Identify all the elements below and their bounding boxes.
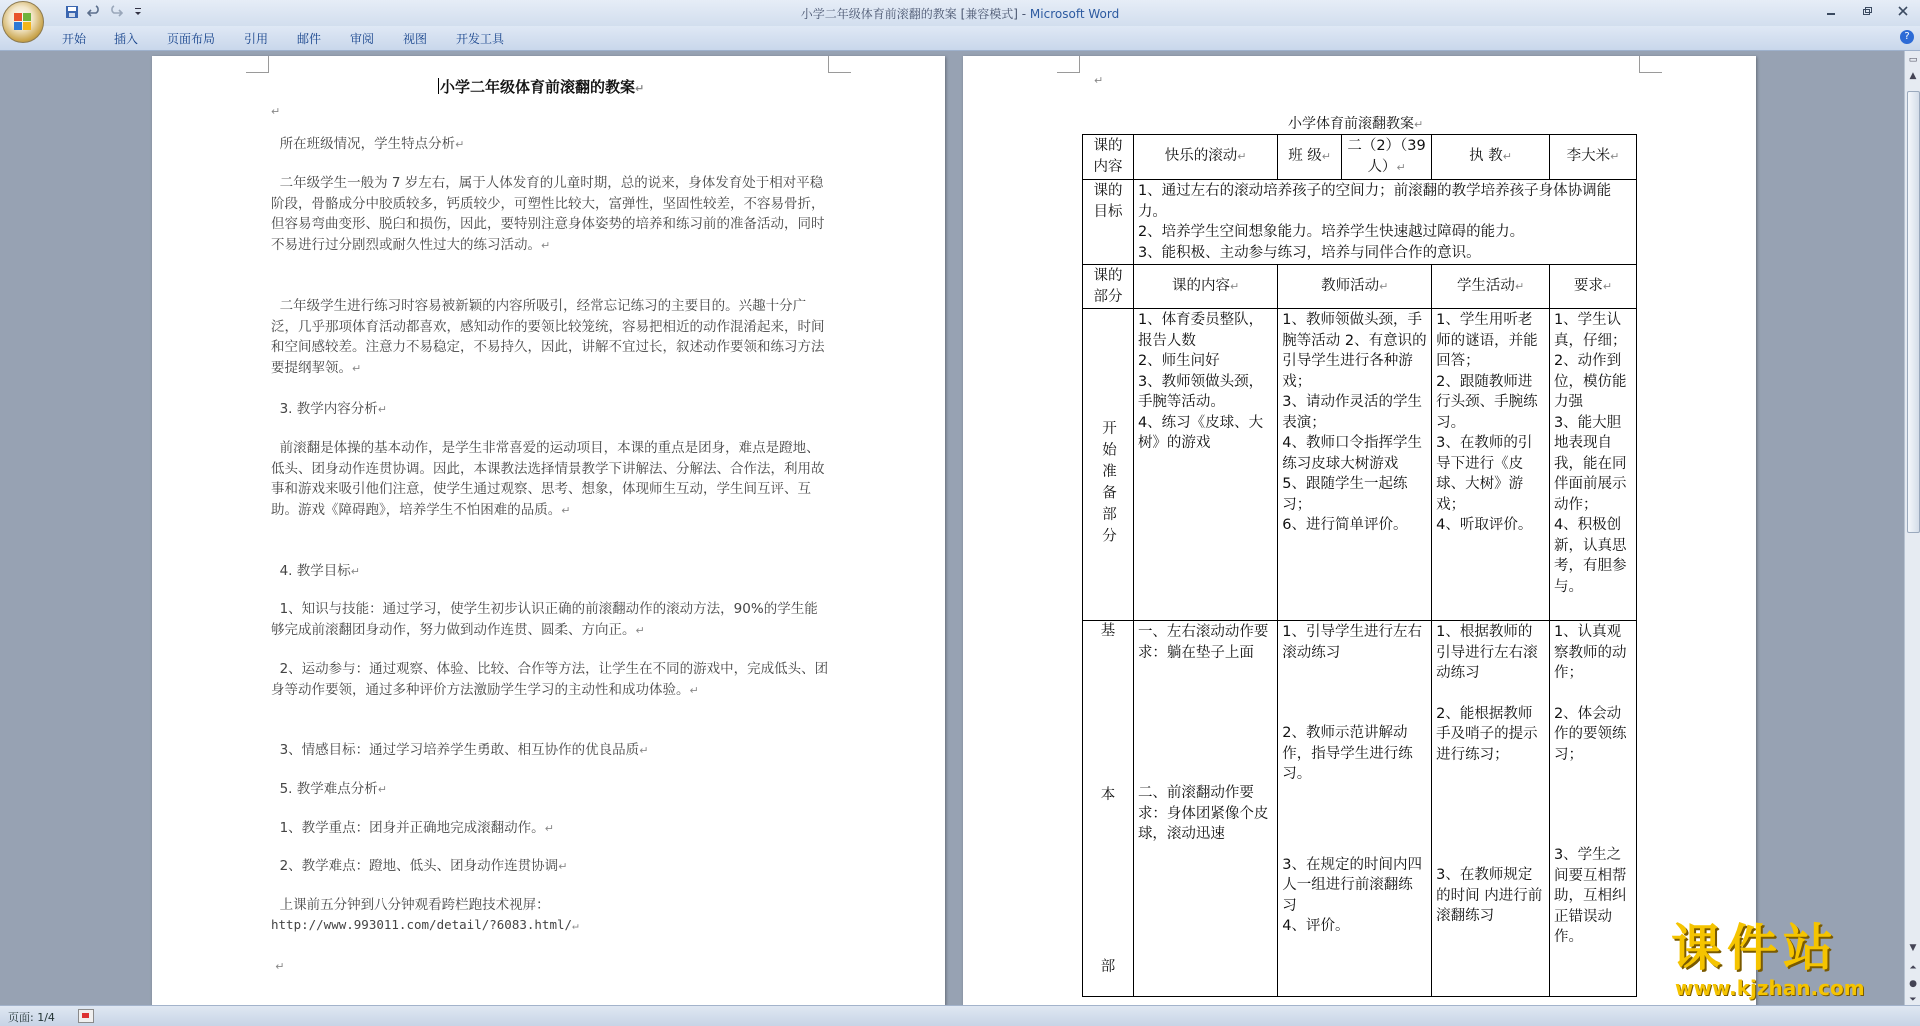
list-item: 1、认真观察教师的动作； <box>1553 624 1627 681</box>
paragraph: 上课前五分钟到八分钟观看跨栏跑技术视屏： <box>279 897 550 913</box>
page-number-indicator[interactable]: 页面: 1/4 <box>8 1011 55 1024</box>
proofing-status-icon[interactable] <box>78 1009 94 1023</box>
part-label: 本 <box>1100 787 1116 803</box>
list-item: 2、培养学生空间想象能力。培养学生快速越过障碍的能力。 <box>1137 224 1525 240</box>
document-page-1[interactable] <box>152 56 945 1005</box>
table-header-row <box>1083 265 1637 309</box>
next-page-icon[interactable]: ⏷ <box>1909 995 1917 1005</box>
tab-insert[interactable]: 插入 <box>114 32 139 46</box>
teacher-activity-cell <box>1278 309 1432 621</box>
list-item: 3、在教师规定的时间 内进行前滚翻练习 <box>1436 867 1543 924</box>
table-row <box>1083 621 1637 997</box>
paragraph: 2、运动参与：通过观察、体验、比较、合作等方法，让学生在不同的游戏中，完成低头、团身等动作要领，通过多种评价方法激励学生学习的主动性和成功体验。↵ <box>271 661 829 698</box>
title-bar <box>0 0 1920 27</box>
paragraph-mark: ↵ <box>271 105 281 118</box>
part-label: 基 <box>1100 623 1116 639</box>
label-cell: 执 教↵ <box>1432 135 1550 180</box>
video-link[interactable]: http://www.993011.com/detail/?6083.html/↵ <box>271 917 579 932</box>
part-label-cell <box>1083 309 1134 621</box>
vertical-scrollbar[interactable] <box>1904 51 1920 1005</box>
tab-page-layout[interactable]: 页面布局 <box>167 32 216 46</box>
list-item: 4、教师口令指挥学生练习皮球大树游戏 <box>1282 435 1422 472</box>
column-header: 教师活动↵ <box>1278 265 1432 309</box>
paragraph: 所在班级情况，学生特点分析↵ <box>279 136 465 152</box>
teacher-activity-cell <box>1278 621 1432 997</box>
paragraph: 2、教学难点：蹬地、低头、团身动作连贯协调↵ <box>279 858 568 874</box>
document-title: 小学二年级体育前滚翻的教案↵ <box>440 78 645 96</box>
paragraph: 二年级学生一般为 7 岁左右，属于人体发育的儿童时期，总的说来，身体发育处于相对平稳阶段，骨骼成分中胶质较多，钙质较少，可塑性比较大，富弹性，坚固性较差，不容易骨折，但容易弯曲变形、脱臼和损伤，因此，要特别注意身体姿势的培养和练习前的准备活动，同时不易进行过分剧烈或耐久性过大的练习活动。↵ <box>271 175 825 253</box>
ruler-toggle-icon[interactable]: ▭ <box>1908 55 1918 65</box>
student-activity-cell <box>1432 621 1550 997</box>
section-heading: 4. 教学目标↵ <box>279 563 360 579</box>
list-item: 3、在教师的引导下进行《皮球、大树》游戏； <box>1436 435 1533 513</box>
watermark-url: www.kjzhan.com <box>1675 976 1865 1000</box>
table-title: 小学体育前滚翻教案↵ <box>1288 116 1424 132</box>
table-row <box>1083 309 1637 621</box>
list-item: 3、在规定的时间内四人一组进行前滚翻练习 <box>1282 856 1422 914</box>
list-item: 2、跟随教师进行头颈、手腕练习。 <box>1436 373 1538 431</box>
part-label-cell <box>1083 621 1134 997</box>
window-title <box>0 5 1920 22</box>
part-label: 开始准备部分 <box>1099 419 1116 549</box>
tab-home[interactable]: 开始 <box>62 32 87 46</box>
window-controls <box>1820 2 1914 20</box>
tab-view[interactable]: 视图 <box>403 32 428 46</box>
previous-page-icon[interactable]: ⏶ <box>1909 963 1917 973</box>
list-item: 1、通过左右的滚动培养孩子的空间力；前滚翻的教学培养孩子身体协调能力。 <box>1137 183 1612 220</box>
list-item: 3、请动作灵活的学生表演； <box>1282 394 1422 431</box>
paragraph: 3、情感目标：通过学习培养学生勇敢、相互协作的优良品质↵ <box>279 742 649 758</box>
paragraph: 1、教学重点：团身并正确地完成滚翻动作。↵ <box>279 820 554 836</box>
list-item: 3、能大胆地表现自我，能在同伴面前展示动作； <box>1553 414 1627 513</box>
minimize-icon[interactable] <box>1820 2 1842 20</box>
student-activity-cell <box>1432 309 1550 621</box>
paragraph: 1、知识与技能：通过学习，使学生初步认识正确的前滚翻动作的滚动方法，90%的学生能够完成前滚翻团身动作，努力做到动作连贯、圆柔、方向正。↵ <box>271 601 818 638</box>
text-cursor <box>438 78 439 94</box>
paragraph: 前滚翻是体操的基本动作，是学生非常喜爱的运动项目，本课的重点是团身，难点是蹬地、低头、团身动作连贯协调。因此，本课教法选择情景教学下讲解法、分解法、合作法，利用故事和游戏来吸引他们注意，使学生通过观察、思考、想象，体现师生互动，学生间互评、互助。游戏《障碍跑》，培养学生不怕困难的品质。↵ <box>271 440 825 518</box>
list-item: 3、教师领做头颈，手腕等活动。 <box>1137 373 1264 410</box>
objectives-cell <box>1133 180 1636 265</box>
list-item: 1、学生用听老师的谜语，并能回答； <box>1436 312 1538 369</box>
list-item: 2、教师示范讲解动作，指导学生进行练习。 <box>1282 725 1413 782</box>
list-item: 2、动作到位，模仿能力强 <box>1553 353 1627 410</box>
tab-references[interactable]: 引用 <box>244 32 269 46</box>
list-item: 5、跟随学生一起练习； <box>1282 476 1408 513</box>
help-icon[interactable]: ? <box>1900 30 1914 44</box>
list-item: 3、能积极、主动参与练习，培养与同伴合作的意识。 <box>1137 244 1481 261</box>
content-cell <box>1133 309 1277 621</box>
list-item: 1、学生认真，仔细； <box>1553 312 1627 349</box>
ribbon-tab-bar <box>0 26 1920 51</box>
scroll-down-icon[interactable]: ▼ <box>1909 943 1917 953</box>
paragraph: 二年级学生进行练习时容易被新颖的内容所吸引，经常忘记练习的主要目的。兴趣十分广泛，几乎那项体育活动都喜欢，感知动作的要领比较笼统，容易把相近的动作混淆起来，时间和空间感较差。注意力不易稳定，不易持久，因此，讲解不宜过长，叙述动作要领和练习方法要提纲挈领。↵ <box>271 298 825 376</box>
column-header: 课的内容↵ <box>1133 265 1277 309</box>
tab-developer[interactable]: 开发工具 <box>456 32 505 46</box>
list-item: 2、能根据教师手及哨子的提示进行练习； <box>1436 705 1538 763</box>
list-item: 4、练习《皮球、大树》的游戏 <box>1137 414 1264 451</box>
label-cell: 班 级↵ <box>1278 135 1342 180</box>
list-item: 1、根据教师的引导进行左右滚动练习 <box>1436 624 1538 681</box>
class-value-cell: 二（2）（39 人）↵ <box>1341 135 1431 180</box>
list-item: 1、教师领做头颈，手腕等活动 2、有意识的引导学生进行各种游戏； <box>1282 312 1427 390</box>
requirement-cell <box>1549 621 1636 997</box>
list-item: 1、引导学生进行左右滚动练习 <box>1282 624 1422 661</box>
office-button[interactable] <box>2 1 44 43</box>
select-browse-object-icon[interactable]: ● <box>1909 979 1917 989</box>
column-header: 课的部分 <box>1083 265 1134 309</box>
restore-icon[interactable] <box>1856 2 1878 20</box>
list-item: 6、进行简单评价。 <box>1282 517 1408 533</box>
crop-mark <box>1639 56 1662 73</box>
requirement-cell <box>1549 309 1636 621</box>
document-title-text: 小学二年级体育前滚翻的教案 <box>440 78 636 96</box>
teacher-name-cell: 李大米↵ <box>1549 135 1636 180</box>
crop-mark <box>828 56 851 73</box>
list-item: 1、体育委员整队，报告人数 <box>1137 312 1264 349</box>
close-icon[interactable] <box>1892 2 1914 20</box>
lesson-plan-table <box>1082 134 1637 997</box>
app-name: Microsoft Word <box>1029 7 1120 21</box>
list-item: 2、体会动作的要领练习； <box>1553 705 1627 763</box>
paragraph-mark: ↵ <box>1094 74 1104 87</box>
site-watermark <box>1665 920 1910 1000</box>
watermark-title: 课件站 <box>1671 919 1839 977</box>
status-bar <box>0 1005 1920 1026</box>
column-header: 学生活动↵ <box>1432 265 1550 309</box>
paragraph-mark: ↵ <box>275 960 285 973</box>
scroll-thumb[interactable] <box>1907 91 1920 533</box>
label-cell: 课的目标 <box>1083 180 1134 265</box>
list-item: 一、左右滚动动作要求：躺在垫子上面 <box>1137 624 1269 661</box>
document-page-2[interactable] <box>963 56 1756 1005</box>
list-item: 2、师生问好 <box>1137 353 1220 369</box>
document-title-text: 小学二年级体育前滚翻的教案 [兼容模式] - <box>800 7 1030 21</box>
document-area <box>0 51 1904 1005</box>
table-row <box>1083 180 1637 265</box>
tab-review[interactable]: 审阅 <box>350 32 375 46</box>
section-heading: 5. 教学难点分析↵ <box>279 781 387 797</box>
office-logo-icon <box>14 13 32 31</box>
crop-mark <box>1057 56 1080 73</box>
list-item: 4、评价。 <box>1282 918 1350 934</box>
section-heading: 3. 教学内容分析↵ <box>279 401 387 417</box>
list-item: 4、听取评价。 <box>1436 517 1533 533</box>
table-row <box>1083 135 1637 180</box>
list-item: 3、学生之间要互相帮助，互相纠正错误动作。 <box>1553 847 1627 945</box>
part-label: 部 <box>1100 959 1116 975</box>
lesson-content-cell: 快乐的滚动↵ <box>1133 135 1277 180</box>
crop-mark <box>246 56 269 73</box>
column-header: 要求↵ <box>1549 265 1636 309</box>
scroll-up-icon[interactable]: ▲ <box>1909 71 1917 81</box>
list-item: 4、积极创新，认真思考，有胆参与。 <box>1553 517 1627 595</box>
tab-mailings[interactable]: 邮件 <box>297 32 322 46</box>
content-cell <box>1133 621 1277 997</box>
list-item: 二、前滚翻动作要求：身体团紧像个皮球，滚动迅速 <box>1137 785 1269 842</box>
label-cell: 课的内容 <box>1083 135 1134 180</box>
